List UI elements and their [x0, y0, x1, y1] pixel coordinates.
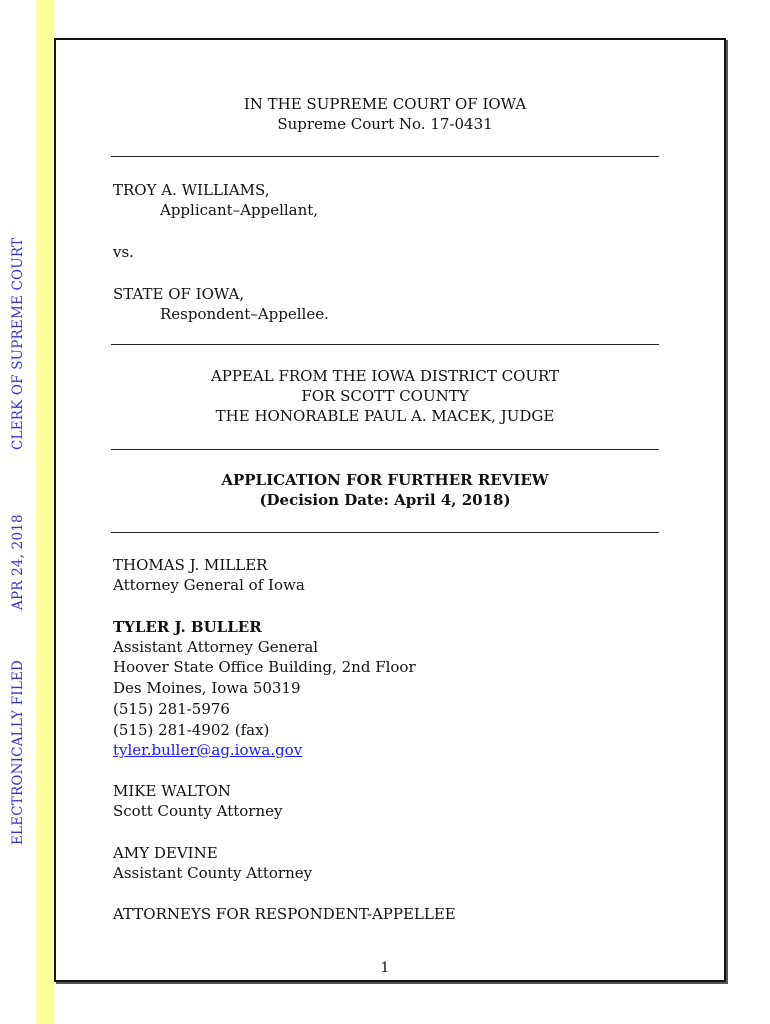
appeal-line-2: FOR SCOTT COUNTY [301, 387, 469, 405]
fax-number: (515) 281-4902 (fax) [113, 721, 270, 739]
appeal-line-1: APPEAL FROM THE IOWA DISTRICT COURT [210, 367, 560, 385]
address-line-2: Des Moines, Iowa 50319 [113, 679, 301, 697]
stamp-clerk: CLERK OF SUPREME COURT [10, 237, 26, 450]
divider [111, 156, 659, 157]
filing-stamp [9, 225, 27, 845]
divider [111, 449, 659, 450]
county-attorney-name: MIKE WALTON [113, 782, 231, 800]
decision-date: (Decision Date: April 4, 2018) [259, 491, 511, 509]
filing-stripe [36, 0, 54, 1024]
county-attorney-title: Scott County Attorney [113, 802, 283, 820]
appellee-role: Respondent–Appellee. [160, 305, 329, 323]
attorney-general-name: THOMAS J. MILLER [113, 556, 268, 574]
stamp-filed: ELECTRONICALLY FILED [10, 659, 26, 845]
assistant-ag-title: Assistant Attorney General [113, 638, 319, 656]
assistant-county-attorney-name: AMY DEVINE [113, 844, 218, 862]
attorney-general-title: Attorney General of Iowa [113, 576, 305, 594]
case-number: Supreme Court No. 17-0431 [277, 115, 493, 133]
appellant-name: TROY A. WILLIAMS, [113, 181, 270, 199]
versus: vs. [113, 243, 134, 261]
stamp-date: APR 24, 2018 [10, 514, 26, 610]
court-name: IN THE SUPREME COURT OF IOWA [243, 95, 527, 113]
phone-number: (515) 281-5976 [113, 700, 230, 718]
address-line-1: Hoover State Office Building, 2nd Floor [113, 658, 416, 676]
page-number: 1 [380, 960, 390, 976]
appellee-name: STATE OF IOWA, [113, 285, 245, 303]
divider [111, 532, 659, 533]
appeal-line-3: THE HONORABLE PAUL A. MACEK, JUDGE [215, 407, 555, 425]
assistant-ag-name: TYLER J. BULLER [113, 618, 262, 636]
application-title: APPLICATION FOR FURTHER REVIEW [221, 471, 549, 489]
appellant-role: Applicant–Appellant, [160, 201, 319, 219]
email-link[interactable]: tyler.buller@ag.iowa.gov [113, 741, 303, 759]
divider [111, 344, 659, 345]
attorneys-for-line: ATTORNEYS FOR RESPONDENT-APPELLEE [113, 905, 456, 923]
assistant-county-attorney-title: Assistant County Attorney [113, 864, 313, 882]
